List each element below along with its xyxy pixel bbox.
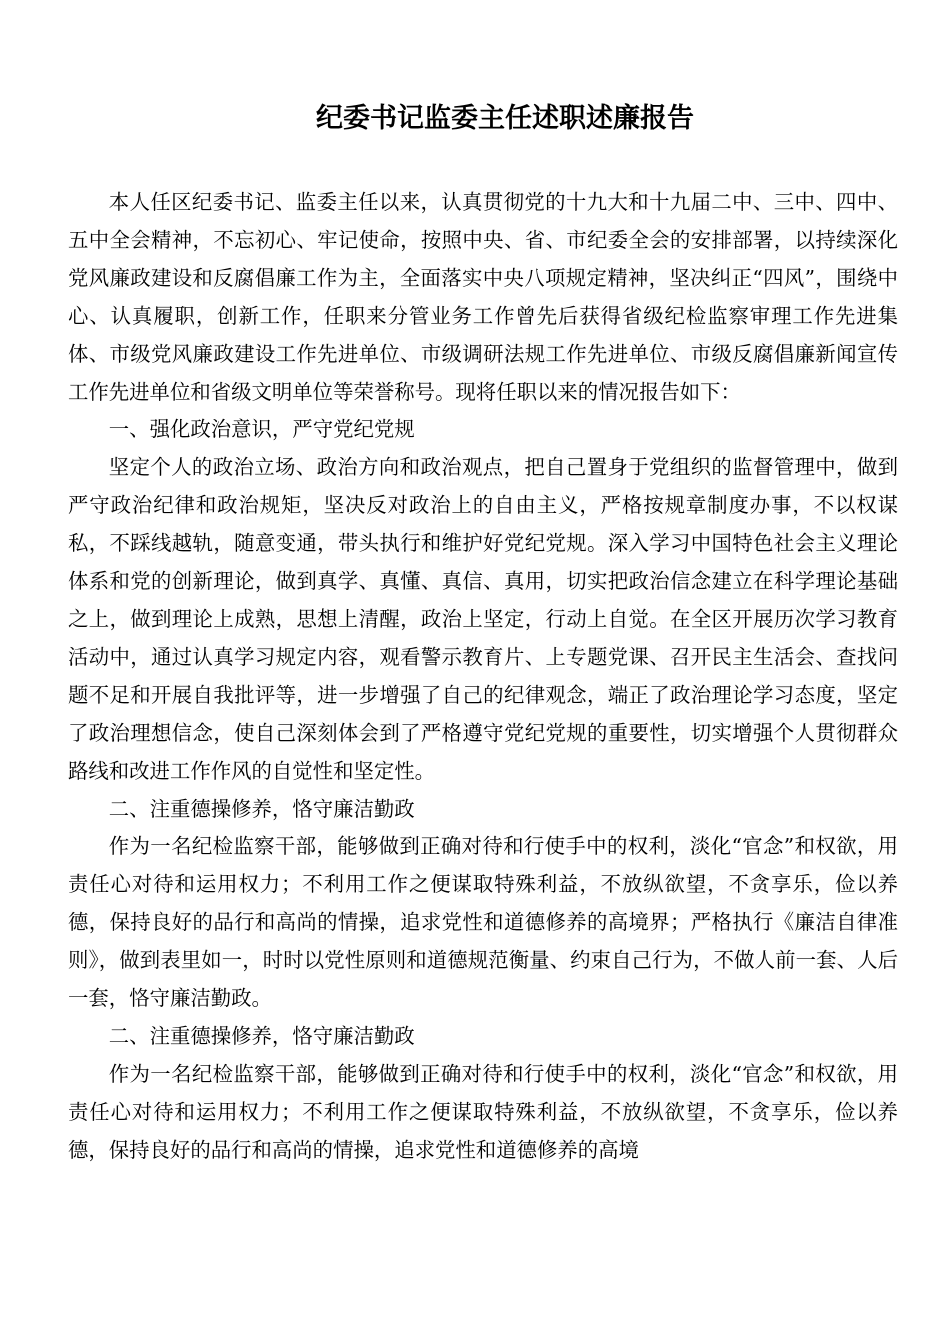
section-heading-1: 一、强化政治意识，严守党纪党规 bbox=[108, 417, 415, 442]
document-body bbox=[68, 184, 898, 1170]
paragraph-section-2-repeat: 作为一名纪检监察干部，能够做到正确对待和行使手中的权利，淡化“官念”和权欲，用责任心对待和运用权力；不利用工作之便谋取特殊利益，不放纵欲望，不贪享乐，俭以养德，保持良好的品行和高尚的情操，追求党性和道德修养的高境 bbox=[68, 1061, 898, 1162]
paragraph-section-2: 作为一名纪检监察干部，能够做到正确对待和行使手中的权利，淡化“官念”和权欲，用责任心对待和运用权力；不利用工作之便谋取特殊利益，不放纵欲望，不贪享乐，俭以养德，保持良好的品行和高尚的情操，追求党性和道德修养的高境界；严格执行《廉洁自律准则》，做到表里如一，时时以党性原则和道德规范衡量、约束自己行为，不做人前一套、人后一套，恪守廉洁勤政。 bbox=[68, 834, 898, 1011]
paragraph-intro: 本人任区纪委书记、监委主任以来，认真贯彻党的十九大和十九届二中、三中、四中、五中全会精神，不忘初心、牢记使命，按照中央、省、市纪委全会的安排部署，以持续深化党风廉政建设和反腐倡廉工作为主，全面落实中央八项规定精神，坚决纠正“四风”，围绕中心、认真履职，创新工作，任职来分管业务工作曾先后获得省级纪检监察审理工作先进集体、市级党风廉政建设工作先进单位、市级调研法规工作先进单位、市级反腐倡廉新闻宣传工作先进单位和省级文明单位等荣誉称号。现将任职以来的情况报告如下： bbox=[68, 190, 898, 404]
section-heading-2: 二、注重德操修养，恪守廉洁勤政 bbox=[108, 796, 415, 821]
section-heading-2-repeat: 二、注重德操修养，恪守廉洁勤政 bbox=[108, 1023, 415, 1048]
document-title: 纪委书记监委主任述职述廉报告 bbox=[316, 103, 694, 134]
paragraph-section-1: 坚定个人的政治立场、政治方向和政治观点，把自己置身于党组织的监督管理中，做到严守政治纪律和政治规矩，坚决反对政治上的自由主义，严格按规章制度办事，不以权谋私，不踩线越轨，随意变通，带头执行和维护好党纪党规。深入学习中国特色社会主义理论体系和党的创新理论，做到真学、真懂、真信、真用，切实把政治信念建立在科学理论基础之上，做到理论上成熟，思想上清醒，政治上坚定，行动上自觉。在全区开展历次学习教育活动中，通过认真学习规定内容，观看警示教育片、上专题党课、召开民主生活会、查找问题不足和开展自我批评等，进一步增强了自己的纪律观念，端正了政治理论学习态度，坚定了政治理想信念，使自己深刻体会到了严格遵守党纪党规的重要性，切实增强个人贯彻群众路线和改进工作作风的自觉性和坚定性。 bbox=[68, 455, 898, 783]
